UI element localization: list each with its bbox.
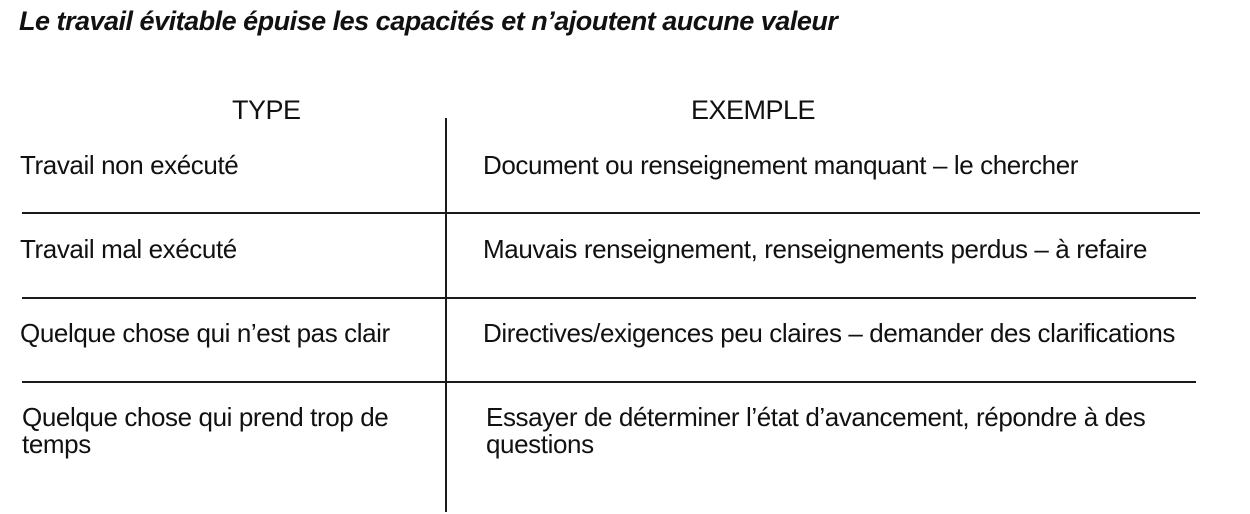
- page-title: Le travail évitable épuise les capacités et n’ajoutent aucune valeur: [19, 6, 838, 36]
- row-divider: [22, 297, 1196, 299]
- table-cell-type: Quelque chose qui n’est pas clair: [20, 318, 390, 348]
- table-cell-type: Travail mal exécuté: [20, 234, 237, 264]
- column-header-type: TYPE: [232, 95, 301, 125]
- table-cell-type: Quelque chose qui prend trop de temps: [22, 402, 389, 459]
- table-cell-example: Document ou renseignement manquant – le chercher: [483, 150, 1079, 180]
- table-cell-example: Directives/exigences peu claires – demander des clarifications: [483, 318, 1175, 348]
- table-cell-type: Travail non exécuté: [20, 150, 239, 180]
- column-header-example: EXEMPLE: [691, 95, 816, 125]
- table-cell-example: Essayer de déterminer l’état d’avancement, répondre à des questions: [486, 402, 1146, 459]
- table-cell-example: Mauvais renseignement, renseignements perdus – à refaire: [483, 234, 1148, 264]
- row-divider: [22, 381, 1196, 383]
- column-divider: [445, 118, 447, 512]
- row-divider: [22, 212, 1200, 214]
